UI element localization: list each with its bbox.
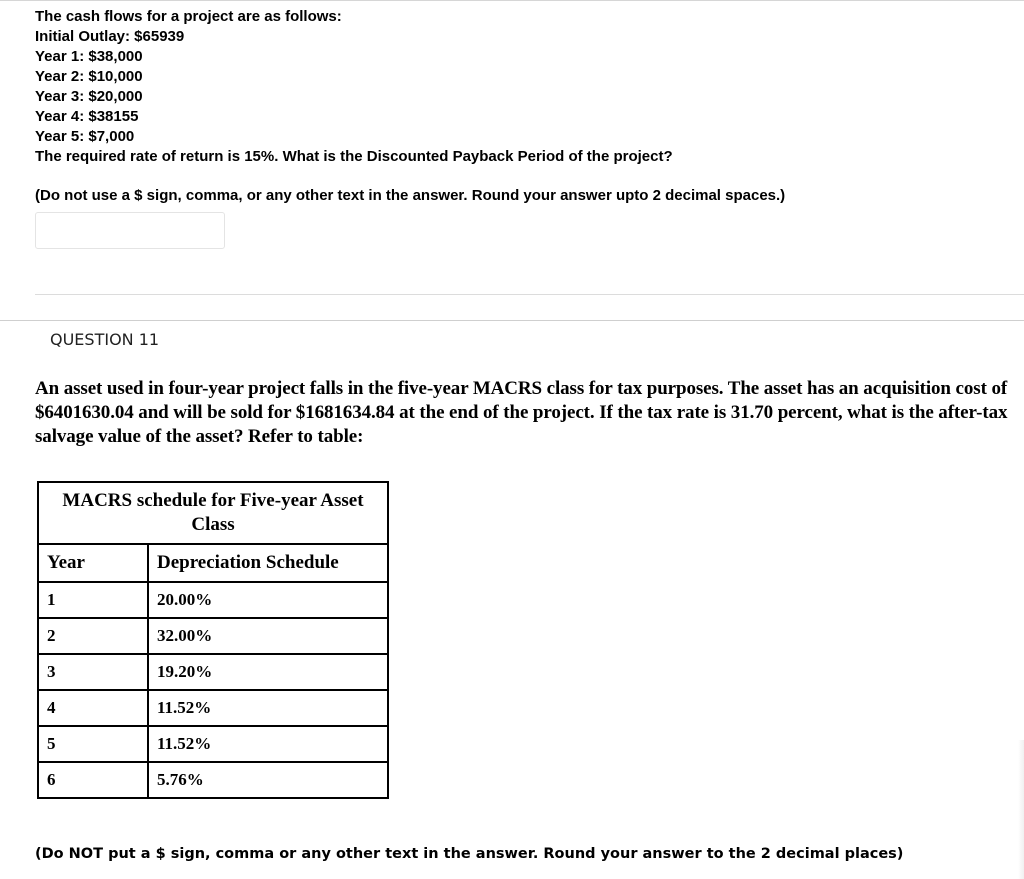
year-cell: 2 <box>38 618 148 654</box>
depreciation-cell: 11.52% <box>148 726 388 762</box>
answer-divider <box>35 294 1024 295</box>
depreciation-cell: 20.00% <box>148 582 388 618</box>
question-divider <box>0 320 1024 321</box>
question-11-instructions: (Do NOT put a $ sign, comma or any other text in the answer. Round your answer to the 2 decimal places) <box>35 846 904 862</box>
table-caption: MACRS schedule for Five-year Asset Class <box>38 482 388 544</box>
question-11-text: An asset used in four-year project falls in the five-year MACRS class for tax purposes. The asset has an acquisition cost of $6401630.04 and will be sold for $1681634.84 at the end of the project. If the tax rate is 31.70 percent, what is the after-tax salvage value of the asset? Refer to table: <box>35 378 1008 447</box>
initial-outlay: Initial Outlay: $65939 <box>35 28 185 45</box>
question-10-prompt: The required rate of return is 15%. What is the Discounted Payback Period of the project? <box>35 148 673 165</box>
year-column-header: Year <box>38 544 148 582</box>
table-row <box>38 582 388 618</box>
depreciation-cell: 11.52% <box>148 690 388 726</box>
question-11-heading: QUESTION 11 <box>50 330 160 349</box>
cash-flow-intro: The cash flows for a project are as follows: <box>35 8 342 25</box>
table-row <box>38 762 388 798</box>
year-3-cash-flow: Year 3: $20,000 <box>35 88 143 105</box>
table-row <box>38 654 388 690</box>
question-10-block <box>35 7 785 206</box>
question-10-instructions: (Do not use a $ sign, comma, or any other text in the answer. Round your answer upto 2 decimal spaces.) <box>35 187 786 204</box>
year-cell: 6 <box>38 762 148 798</box>
year-cell: 1 <box>38 582 148 618</box>
table-row <box>38 690 388 726</box>
scroll-edge-shadow <box>1018 740 1024 879</box>
table-header-row <box>38 544 388 582</box>
depreciation-column-header: Depreciation Schedule <box>148 544 388 582</box>
depreciation-cell: 32.00% <box>148 618 388 654</box>
year-cell: 3 <box>38 654 148 690</box>
table-row <box>38 726 388 762</box>
question-10-answer-input[interactable] <box>35 212 225 249</box>
table-row <box>38 618 388 654</box>
top-divider <box>0 0 1024 1</box>
year-2-cash-flow: Year 2: $10,000 <box>35 68 143 85</box>
year-4-cash-flow: Year 4: $38155 <box>35 108 139 125</box>
depreciation-cell: 5.76% <box>148 762 388 798</box>
depreciation-cell: 19.20% <box>148 654 388 690</box>
year-cell: 4 <box>38 690 148 726</box>
table-caption-row <box>38 482 388 544</box>
year-1-cash-flow: Year 1: $38,000 <box>35 48 143 65</box>
macrs-schedule-table <box>37 481 389 799</box>
year-cell: 5 <box>38 726 148 762</box>
year-5-cash-flow: Year 5: $7,000 <box>35 128 135 145</box>
